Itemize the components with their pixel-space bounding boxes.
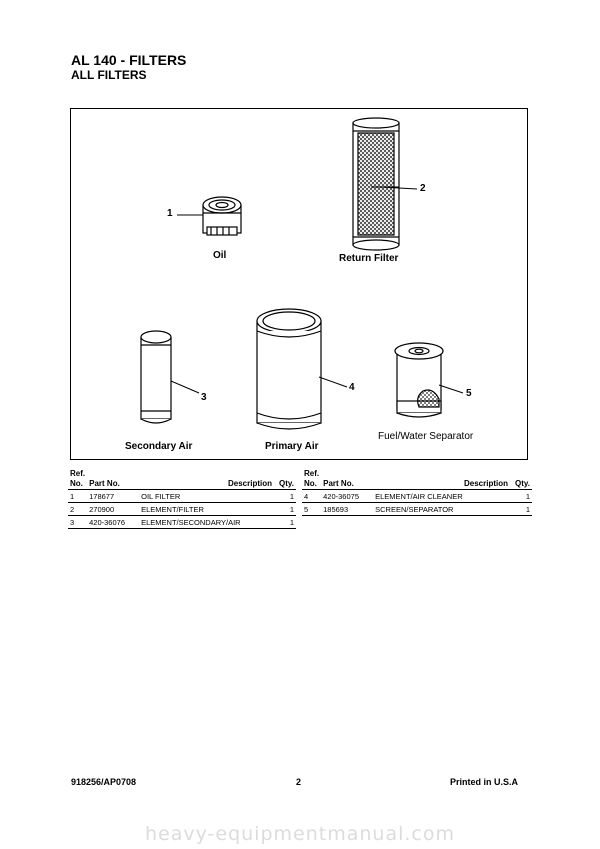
table-row: 1 178677 OIL FILTER 1	[70, 491, 294, 501]
col-ref-no: Ref. No.	[70, 469, 86, 488]
col-description: Description	[463, 479, 508, 488]
page-subtitle: ALL FILTERS	[71, 68, 147, 82]
primary-air-filter-drawing	[257, 309, 321, 429]
callout-4: 4	[349, 382, 355, 393]
filters-drawing	[71, 109, 527, 459]
label-oil: Oil	[213, 250, 227, 261]
oil-filter-drawing	[203, 197, 241, 235]
col-qty: Qty.	[279, 479, 294, 488]
parts-table-right	[302, 469, 532, 516]
filters-illustration	[70, 108, 528, 460]
table-row: 4 420-36075 ELEMENT/AIR CLEANER 1	[304, 491, 530, 501]
parts-table-left	[68, 469, 296, 529]
label-fuel-water-separator: Fuel/Water Separator	[378, 431, 474, 442]
page-title: AL 140 - FILTERS	[71, 52, 187, 68]
callout-2: 2	[420, 183, 426, 194]
label-secondary-air: Secondary Air	[125, 441, 193, 452]
secondary-air-filter-drawing	[141, 331, 171, 423]
return-filter-drawing	[353, 118, 399, 250]
label-return-filter: Return Filter	[339, 253, 399, 264]
watermark: heavy-equipmentmanual.com	[145, 823, 455, 845]
col-part-no: Part No.	[89, 479, 120, 488]
col-ref-no: Ref. No.	[304, 469, 320, 488]
doc-number: 918256/AP0708	[71, 777, 137, 787]
table-row: 3 420-36076 ELEMENT/SECONDARY/AIR 1	[70, 517, 294, 527]
table-row: 5 185693 SCREEN/SEPARATOR 1	[304, 504, 530, 514]
leader-line-4	[319, 377, 347, 387]
leader-line-3	[171, 381, 199, 393]
label-primary-air: Primary Air	[265, 441, 319, 452]
fuel-water-separator-drawing	[395, 343, 443, 417]
page-number: 2	[296, 777, 302, 787]
callout-1: 1	[167, 208, 173, 219]
col-description: Description	[227, 479, 272, 488]
leader-line-5	[439, 385, 463, 393]
col-part-no: Part No.	[323, 479, 354, 488]
callout-5: 5	[466, 388, 472, 399]
col-qty: Qty.	[515, 479, 530, 488]
callout-3: 3	[201, 392, 207, 403]
table-row: 2 270900 ELEMENT/FILTER 1	[70, 504, 294, 514]
printed-in: Printed in U.S.A	[450, 777, 519, 787]
